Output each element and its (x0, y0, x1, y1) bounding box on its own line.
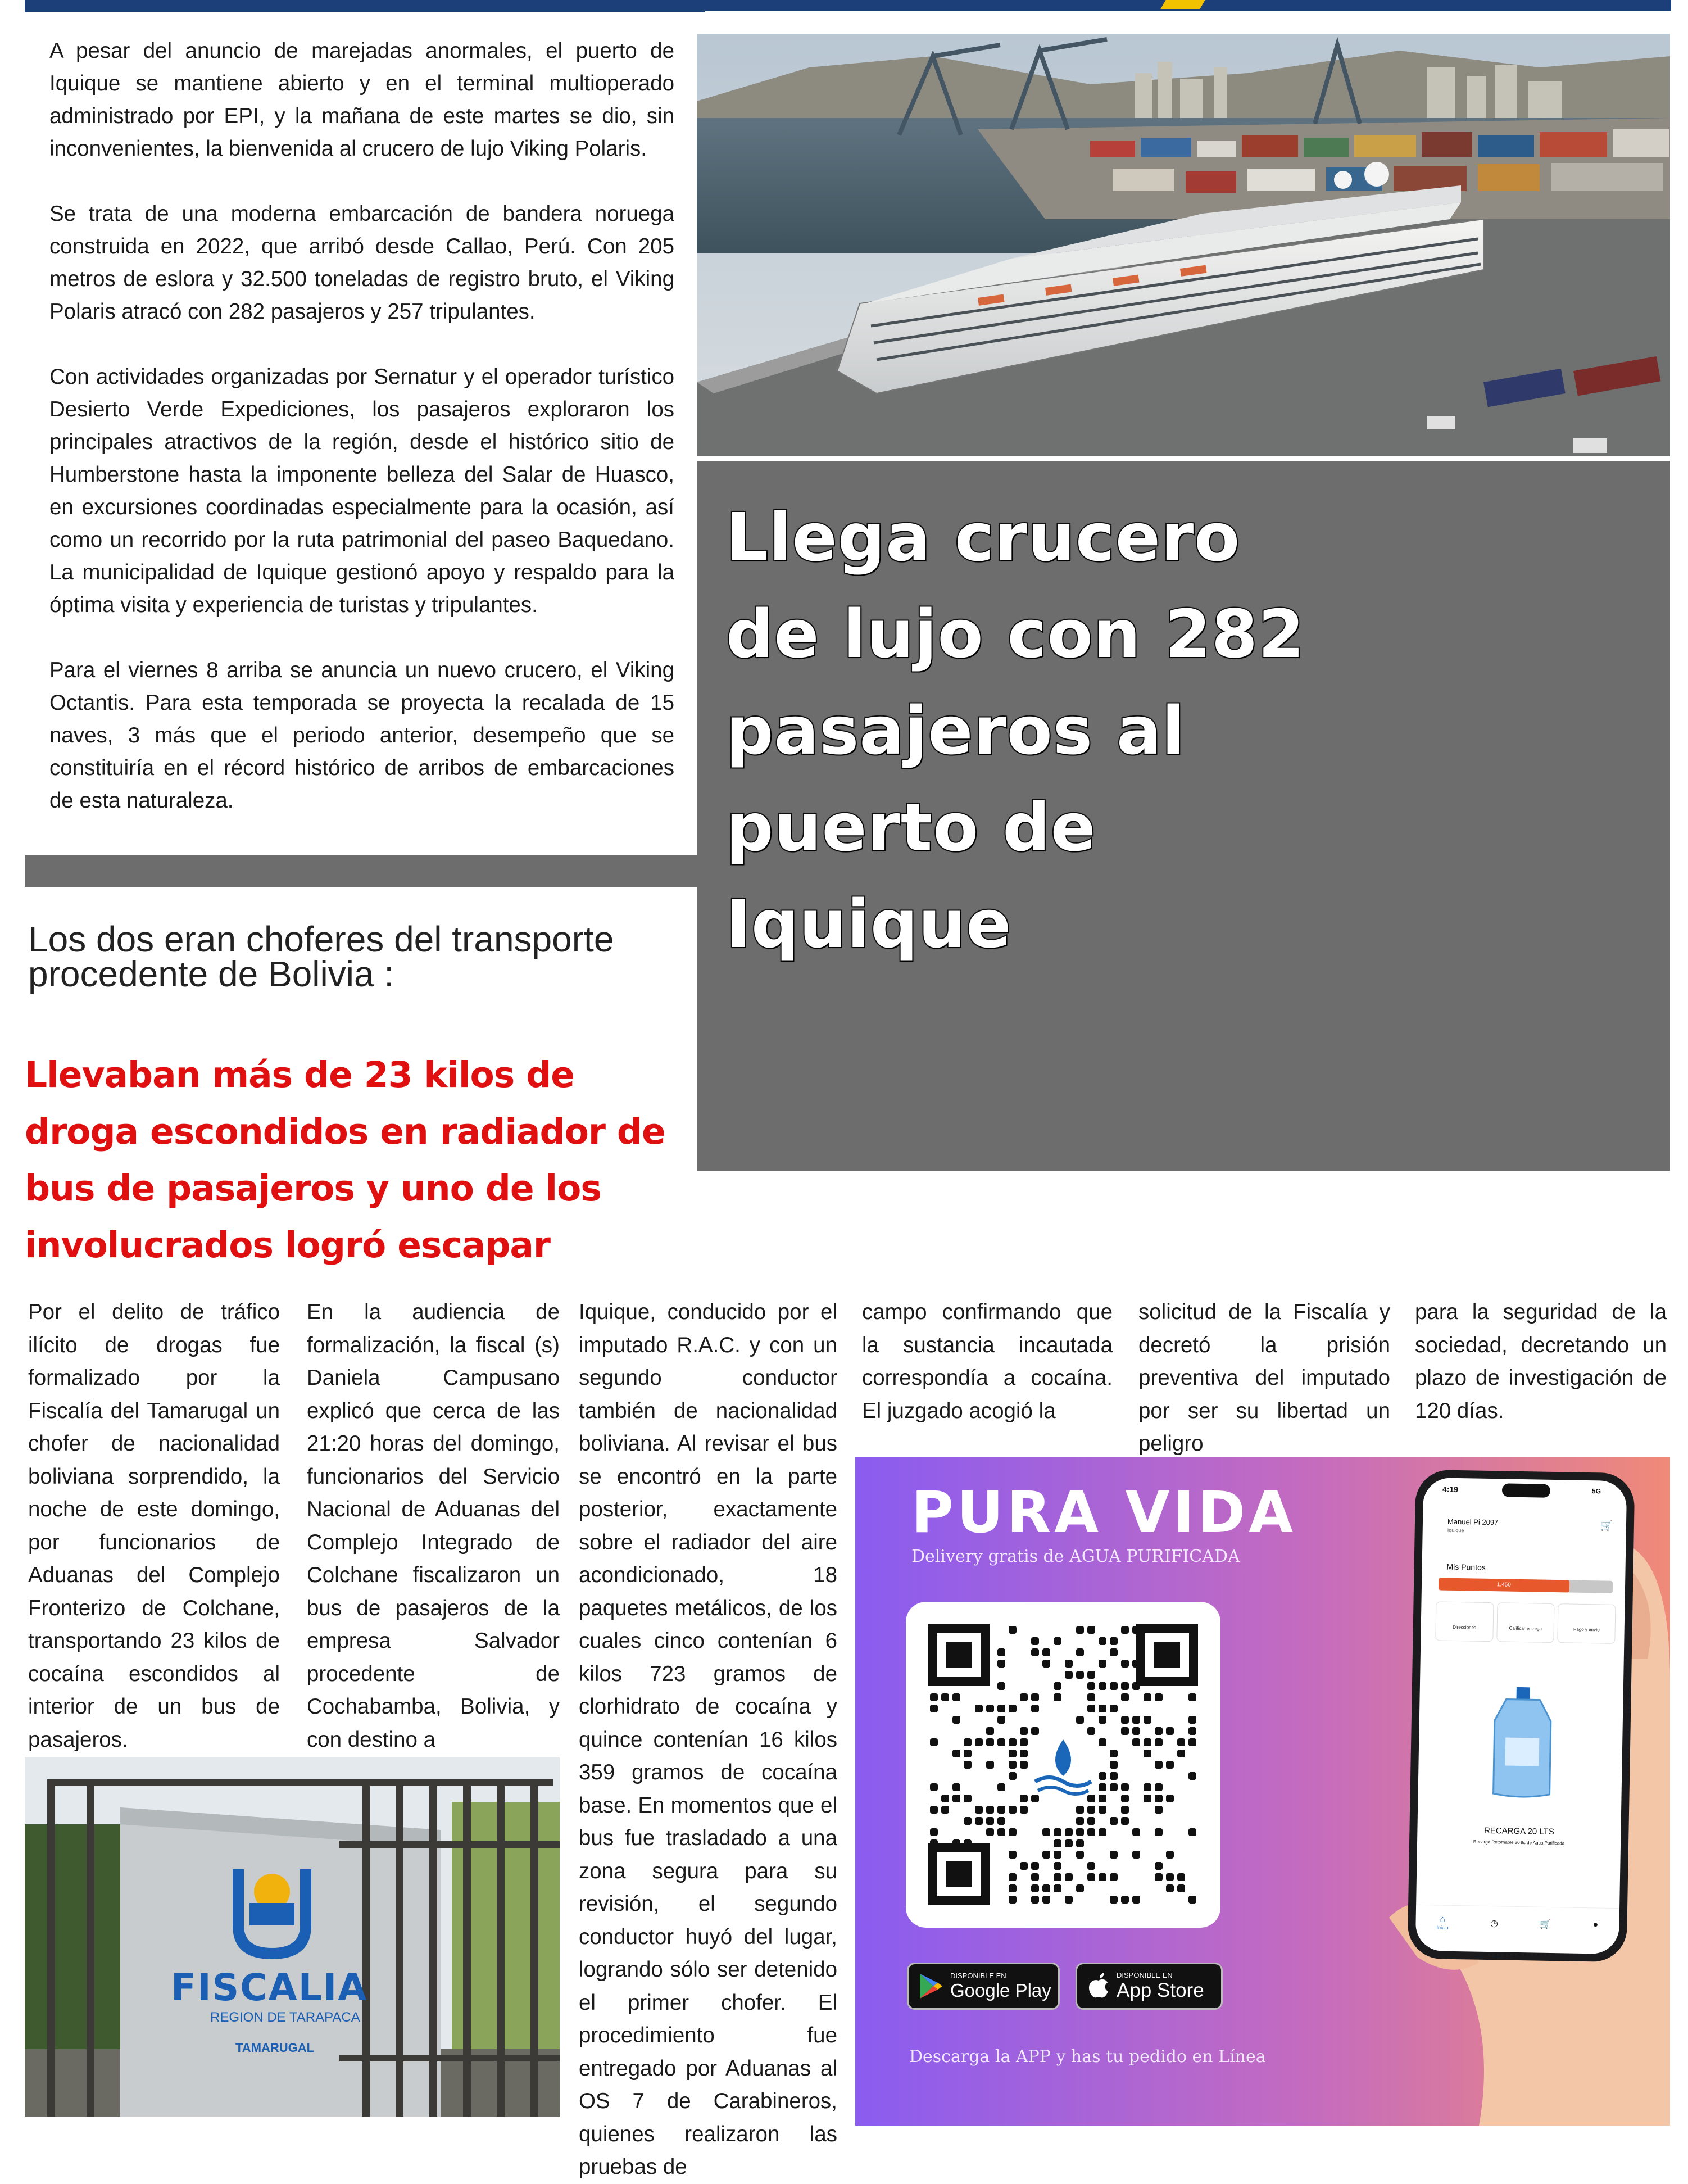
points-bar (1439, 1578, 1613, 1593)
phone-city: Iquique (1447, 1527, 1464, 1534)
google-play-small-label: DISPONIBLE EN (950, 1972, 1006, 1980)
points-label: Mis Puntos (1446, 1562, 1486, 1572)
app-store-label: App Store (1117, 1979, 1204, 2001)
cruise-paragraph: Se trata de una moderna embarcación de bandera noruega construida en 2022, que arribó desde Callao, Perú. Con 205 metros de eslora y 32.500 toneladas de registro bruto, el Viking Polaris atracó con 282 pasajeros y 257 tripulantes. (49, 202, 674, 324)
qr-code-icon (928, 1624, 1198, 1905)
top-header-underline (25, 10, 705, 12)
phone-address[interactable]: Manuel Pi 2097 (1447, 1517, 1499, 1527)
cart-nav-icon[interactable]: 🛒 (1540, 1919, 1551, 1929)
column-text: En la audiencia de formalización, la fiscal (s) Daniela Campusano explicó que cerca de las 21:20 horas del domingo, funcionarios del Servicio Nacional de Aduanas del Complejo Integrado de Colchane fiscalizaron un bus de pasajeros de la empresa Salvador procedente de Cochabamba, Bolivia, y con destino a (307, 1300, 560, 1752)
cruise-headline-line: puerto de (726, 789, 1096, 866)
drug-headline (25, 1046, 699, 1274)
section-divider (25, 855, 697, 887)
cruise-paragraph: A pesar del anuncio de marejadas anormales, el puerto de Iquique se mantiene abierto y en el terminal multioperado administrado por EPI, y la mañana de este martes se dio, sin inconvenientes, la bienvenida al crucero de lujo Viking Polaris. (49, 39, 674, 161)
column-text: campo confirmando que la sustancia incautada correspondía a cocaína. El juzgado acogió la (862, 1300, 1113, 1423)
ad-tagline: Delivery gratis de AGUA PURIFICADA (911, 1547, 1240, 1566)
ad-footer: Descarga la APP y has tu pedido en Línea (909, 2047, 1266, 2067)
cruise-paragraph: Para el viernes 8 arriba se anuncia un nuevo crucero, el Viking Octantis. Para esta temporada se proyecta la recalada de 15 naves, 3 más que el periodo anterior, desempeño que se constituiría en el récord histórico de arribos de embarcaciones de esta naturaleza. (49, 658, 674, 813)
drug-kicker (28, 919, 691, 994)
rate-delivery-button[interactable]: Calificar entrega (1496, 1602, 1555, 1643)
payment-button[interactable]: Pago y envío (1558, 1603, 1616, 1644)
phone-mockup (1407, 1470, 1635, 1963)
phone-screen (1415, 1478, 1627, 1954)
cruise-headline-line: pasajeros al (726, 692, 1186, 769)
apple-icon (1087, 1973, 1110, 2000)
cart-icon[interactable]: 🛒 (1600, 1520, 1613, 1531)
fiscalia-photo-background (25, 1757, 560, 2117)
cruise-headline-line: de lujo con 282 (726, 595, 1305, 673)
pura-vida-ad (855, 1457, 1670, 2126)
ad-brand: PURA VIDA (911, 1479, 1297, 1546)
article-column-2 (307, 1296, 560, 1756)
column-text: solicitud de la Fiscalía y decretó la prisión preventiva del imputado por ser su libertad un peligro (1138, 1300, 1390, 1456)
port-photo-illustration (697, 34, 1670, 456)
column-text: Por el delito de tráfico ilícito de drogas fue formalizado por la Fiscalía del Tamarugal un chofer de nacionalidad boliviana sorprendido, la noche de este domingo, por funcionarios de Aduanas del Complejo Fronterizo de Colchane, transportando 23 kilos de cocaína escondidos al interior de un bus de pasajeros. (28, 1300, 280, 1752)
directions-button[interactable]: Direcciones (1435, 1601, 1494, 1642)
bottom-nav (1415, 1905, 1619, 1942)
google-play-button[interactable] (907, 1963, 1060, 2010)
app-store-small-label: DISPONIBLE EN (1117, 1971, 1173, 1979)
google-play-icon (918, 1972, 943, 2000)
water-jug-image (1487, 1687, 1557, 1800)
column-text: para la seguridad de la sociedad, decretando un plazo de investigación de 120 días. (1415, 1300, 1667, 1423)
home-nav[interactable]: ⌂ Inicio (1436, 1914, 1449, 1931)
profile-icon[interactable]: ● (1592, 1919, 1599, 1929)
history-icon[interactable]: ◷ (1490, 1918, 1499, 1928)
article-column-5 (1138, 1296, 1390, 1461)
points-bar-fill: 1.450 (1439, 1578, 1569, 1592)
cruise-paragraph: Con actividades organizadas por Sernatur y el operador turístico Desierto Verde Expediciones, los pasajeros exploraron los principales atractivos de la región, desde el histórico sitio de Humberstone hasta la imponente belleza del Salar de Huasco, en excursiones coordinadas especialmente para la ocasión, así como un recorrido por la ruta patrimonial del paseo Baquedano. La municipalidad de Iquique gestionó apoyo y respaldo para la óptima visita y experiencia de turistas y tripulantes. (49, 365, 674, 617)
qr-code-card[interactable] (906, 1602, 1220, 1928)
article-column-6 (1415, 1296, 1667, 1428)
cruise-headline-box (697, 461, 1670, 1171)
app-store-button[interactable] (1076, 1963, 1223, 2010)
top-header-bar (25, 0, 1671, 11)
fiscalia-sign-office: TAMARUGAL (235, 2041, 315, 2055)
quick-actions (1435, 1601, 1616, 1644)
fiscalia-sign-title: FISCALIA (171, 1966, 368, 2009)
google-play-label: Google Play (950, 1980, 1051, 2001)
cruise-headline-line: Iquique (726, 885, 1012, 963)
fiscalia-sign-region: REGION DE TARAPACA (210, 2010, 360, 2025)
column-text: Iquique, conducido por el imputado R.A.C. y con un segundo conductor también de nacionalidad boliviana. Al revisar el bus se encontró en la parte posterior, exactamente sobre el radiador del aire acondicionado, 18 paquetes metálicos, de los cuales cinco contenían 6 kilos 723 gramos de clorhidrato de cocaína y quince contenían 16 kilos 359 gramos de cocaína base. En momentos que el bus fue trasladado a una zona segura para su revisión, el segundo conductor huyó del lugar, logrando sólo ser detenido el primer chofer. El procedimiento fue entregado por Aduanas al OS 7 de Carabineros, quienes realizaron las pruebas de (579, 1300, 837, 2179)
phone-signal: 5G (1591, 1487, 1601, 1496)
cruise-article-body (49, 35, 674, 850)
cruise-headline-line: Llega crucero (726, 499, 1241, 576)
product-description: Recarga Retornable 20 lts de Agua Purificada (1473, 1839, 1565, 1846)
fiscalia-photo (25, 1757, 560, 2117)
article-column-3 (579, 1296, 837, 2184)
top-header-accent (1160, 0, 1205, 9)
product-title: RECARGA 20 LTS (1483, 1825, 1554, 1837)
drug-headline-text: Llevaban más de 23 kilos de droga escondidos en radiador de bus de pasajeros y uno de los involucrados logró escapar (25, 1054, 665, 1266)
drug-kicker-text: Los dos eran choferes del transporte procedente de Bolivia : (28, 919, 614, 994)
cruise-port-photo (697, 34, 1670, 456)
article-column-4 (862, 1296, 1113, 1428)
article-column-1 (28, 1296, 280, 1756)
phone-time: 4:19 (1442, 1484, 1459, 1494)
